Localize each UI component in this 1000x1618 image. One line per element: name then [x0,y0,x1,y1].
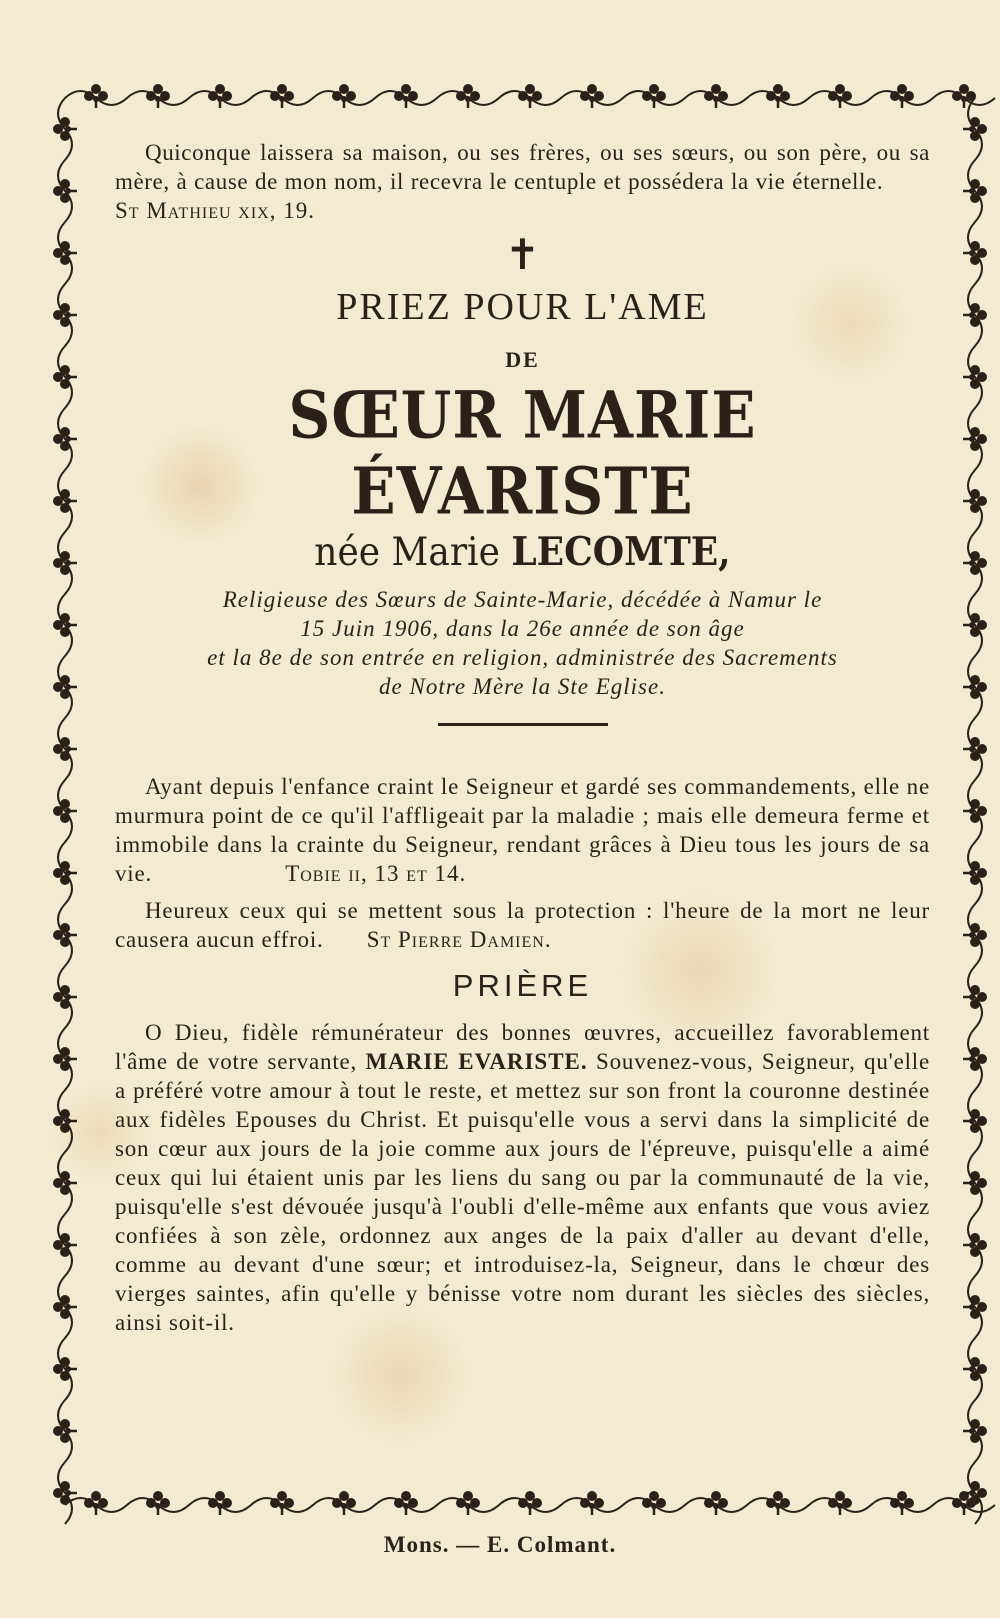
paragraph-damien [115,896,930,954]
birth-name-prefix: née Marie [314,530,500,576]
epigraph-reference: St Mathieu xix, 19. [115,198,315,223]
card-content [115,138,930,1337]
religious-line: 15 Juin 1906, dans la 26e année de son âge [300,616,745,641]
epigraph [115,138,930,225]
paragraph-reference: Tobie ii, 13 et 14. [285,861,467,886]
cross-icon: ✝ [504,230,541,279]
paragraph-reference: St Pierre Damien. [366,927,552,952]
religious-line: Religieuse des Sœurs de Sainte-Marie, décédée à Namur le [222,587,823,612]
paragraph-text: Ayant depuis l'enfance craint le Seigneur et gardé ses commandements, elle ne murmura point de ce qu'il l'affligeait par la maladie ; mais elle demeura ferme et immobile dans la crainte du Seigneur, rendant grâces à Dieu tous les jours de sa vie. [115,774,930,886]
prayer-text [115,1018,930,1337]
paragraph-text: Heureux ceux qui se mettent sous la protection : l'heure de la mort ne leur causera aucun effroi. [115,898,930,952]
birth-surname: LECOMTE, [511,528,731,576]
pray-heading: PRIEZ POUR L'AME [336,286,709,328]
prayer-text-start: O Dieu, fidèle rémunérateur des bonnes œuvres, accueillez favorablement l'âme de votre servante, [115,1020,930,1074]
de-heading: DE [505,347,540,372]
prayer-title: PRIÈRE [452,968,593,1003]
printer-credit: Mons. — E. Colmant. [383,1532,617,1557]
prayer-name: MARIE EVARISTE. [365,1049,588,1074]
epigraph-text: Quiconque laissera sa maison, ou ses frères, ou ses sœurs, ou son père, ou sa mère, à cause de mon nom, il recevra le centuple et possédera la vie éternelle. [115,140,930,194]
divider [438,723,608,726]
religious-details [115,585,930,701]
deceased-name: SŒUR MARIE ÉVARISTE [288,376,757,530]
birth-name [115,529,930,575]
religious-line: de Notre Mère la Ste Eglise. [379,674,666,699]
religious-line: et la 8e de son entrée en religion, administrée des Sacrements [207,645,838,670]
prayer-text-end: Souvenez-vous, Seigneur, qu'elle a préféré votre amour à tout le reste, et mettez sur son front la couronne destinée aux fidèles Epouses du Christ. Et puisqu'elle vous a servi dans la simplicité de son cœur aux jours de la joie comme aux jours de l'épreuve, puisqu'elle a aimé ceux qui lui étaient unis par les liens du sang ou par la communauté de la vie, puisqu'elle s'est dévouée jusqu'à l'oubli d'elle-même aux enfants que vous aviez confiées à son zèle, ordonnez aux anges de la paix d'aller au devant d'elle, comme au devant d'une sœur; et introduisez-la, Seigneur, dans le chœur des vierges saintes, afin qu'elle y bénisse votre nom durant les siècles des siècles, ainsi soit-il. [115,1049,930,1335]
paragraph-tobie [115,772,930,888]
